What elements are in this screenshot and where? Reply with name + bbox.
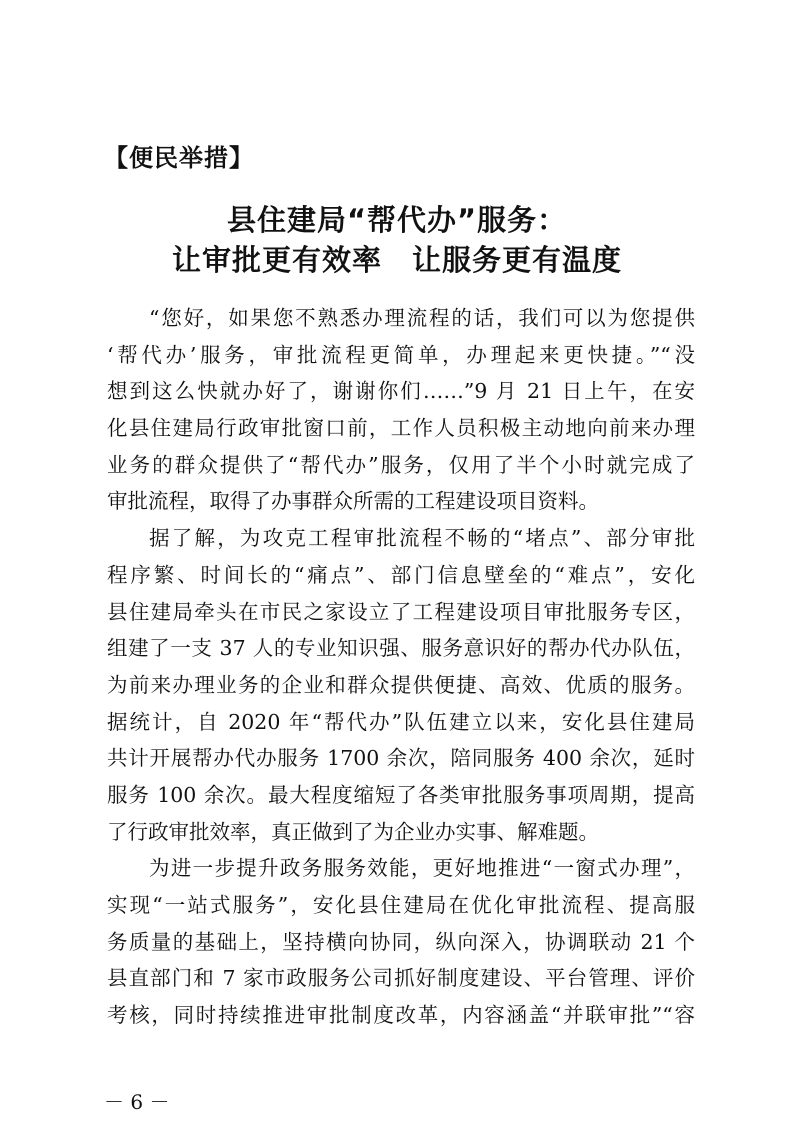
- text-line: 县直部门和 7 家市政服务公司抓好制度建设、平台管理、评价: [107, 966, 695, 991]
- page-number: － 6 －: [104, 1090, 170, 1114]
- paragraph-3: [107, 850, 695, 1033]
- text-line: ‘帮代办’服务，审批流程更简单，办理起来更快捷。”“没: [107, 342, 695, 367]
- text-line: 服务 100 余次。最大程度缩短了各类审批服务事项周期，提高: [107, 782, 695, 807]
- article-title-line-1: 县住建局“帮代办”服务：: [226, 203, 568, 237]
- paragraph-2: [107, 520, 695, 850]
- paragraph-1: [107, 300, 695, 520]
- text-line: 考核，同时持续推进审批制度改革，内容涵盖“并联审批”“容: [107, 1003, 695, 1028]
- section-tag: 【便民举措】: [104, 144, 254, 172]
- text-line: 想到这么快就办好了，谢谢你们……”9 月 21 日上午，在安: [107, 379, 695, 404]
- article-body: [107, 300, 695, 1034]
- text-line: 为前来办理业务的企业和群众提供便捷、高效、优质的服务。: [107, 672, 695, 697]
- text-line: 为进一步提升政务服务效能，更好地推进“一窗式办理”，: [149, 856, 695, 881]
- text-line: “您好，如果您不熟悉办理流程的话，我们可以为您提供: [149, 306, 695, 330]
- text-line: 据统计，自 2020 年“帮代办”队伍建立以来，安化县住建局: [107, 709, 695, 734]
- text-line: 了行政审批效率，真正做到了为企业办实事、解难题。: [107, 819, 599, 844]
- text-line: 据了解，为攻克工程审批流程不畅的“堵点”、部分审批: [149, 526, 695, 551]
- text-line: 县住建局牵头在市民之家设立了工程建设项目审批服务专区，: [107, 599, 695, 624]
- text-line: 组建了一支 37 人的专业知识强、服务意识好的帮办代办队伍，: [107, 636, 695, 661]
- text-line: 务质量的基础上，坚持横向协同，纵向深入，协调联动 21 个: [107, 929, 695, 954]
- text-line: 程序繁、时间长的“痛点”、部门信息壁垒的“难点”，安化: [107, 562, 695, 587]
- text-line: 化县住建局行政审批窗口前，工作人员积极主动地向前来办理: [107, 416, 695, 441]
- text-line: 共计开展帮办代办服务 1700 余次，陪同服务 400 余次，延时: [107, 746, 695, 771]
- article-title-line-2: 让审批更有效率 让服务更有温度: [171, 243, 622, 277]
- text-line: 审批流程，取得了办事群众所需的工程建设项目资料。: [107, 489, 599, 514]
- text-line: 实现“一站式服务”，安化县住建局在优化审批流程、提高服: [107, 893, 695, 917]
- text-line: 业务的群众提供了“帮代办”服务，仅用了半个小时就完成了: [107, 452, 695, 477]
